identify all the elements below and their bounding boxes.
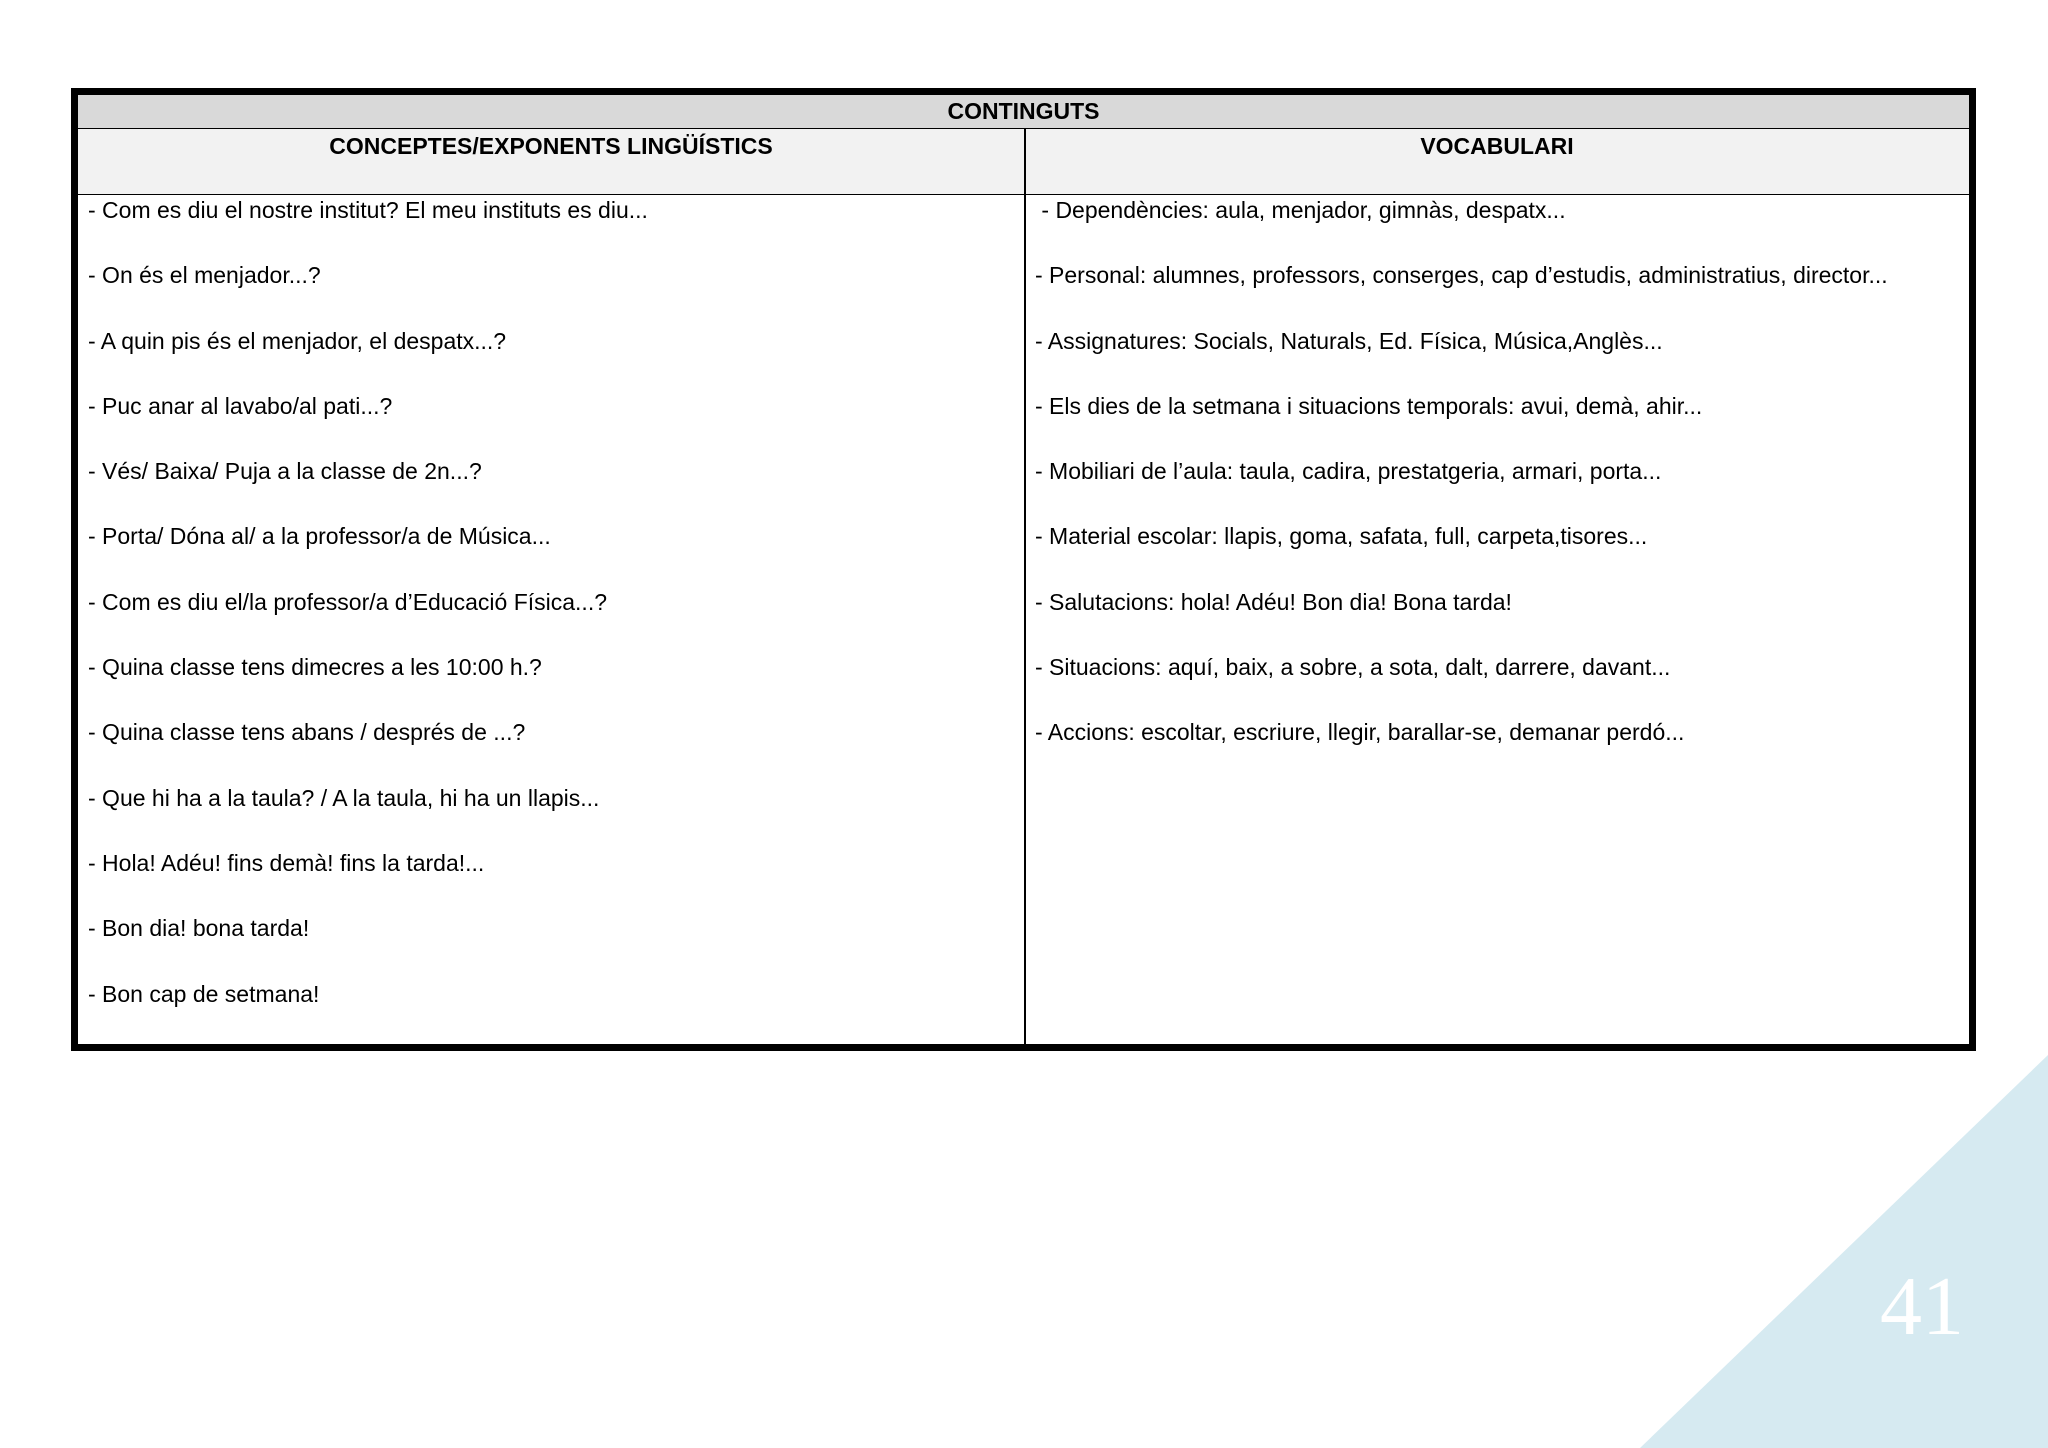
concepts-list (88, 195, 1018, 1044)
list-item: - Bon cap de setmana! (88, 980, 320, 1007)
list-item: - On és el menjador...? (88, 262, 321, 289)
list-item: - Situacions: aquí, baix, a sobre, a sota, dalt, darrere, davant... (1035, 654, 1671, 681)
list-item: - Assignatures: Socials, Naturals, Ed. Física, Música,Anglès... (1035, 327, 1663, 354)
list-item: - Salutacions: hola! Adéu! Bon dia! Bona tarda! (1035, 588, 1512, 615)
list-item: - A quin pis és el menjador, el despatx...? (88, 327, 507, 354)
list-item: - Que hi ha a la taula? / A la taula, hi ha un llapis... (88, 784, 600, 811)
list-item: - Personal: alumnes, professors, conserges, cap d’estudis, administratius, director... (1035, 262, 1888, 289)
list-item: - Com es diu el/la professor/a d’Educació Física...? (88, 588, 608, 615)
contents-table (71, 88, 1976, 1051)
table-title: CONTINGUTS (78, 95, 1969, 129)
header-vocabulary: VOCABULARI (1420, 133, 1574, 159)
vocabulary-list (1035, 195, 1965, 783)
list-item: - Quina classe tens abans / després de ...? (88, 719, 526, 746)
list-item: - Vés/ Baixa/ Puja a la classe de 2n...? (88, 458, 482, 485)
page-number: 41 (1880, 1260, 1964, 1353)
list-item: - Dependències: aula, menjador, gimnàs, despatx... (1035, 197, 1566, 223)
column-divider (1024, 129, 1026, 1044)
list-item: - Hola! Adéu! fins demà! fins la tarda!... (88, 849, 485, 876)
list-item: - Mobiliari de l’aula: taula, cadira, prestatgeria, armari, porta... (1035, 458, 1662, 485)
list-item: - Puc anar al lavabo/al pati...? (88, 392, 393, 419)
list-item: - Quina classe tens dimecres a les 10:00 h.? (88, 654, 542, 681)
list-item: - Com es diu el nostre institut? El meu instituts es diu... (88, 197, 648, 223)
list-item: - Els dies de la setmana i situacions temporals: avui, demà, ahir... (1035, 392, 1703, 419)
list-item: - Bon dia! bona tarda! (88, 915, 310, 942)
list-item: - Accions: escoltar, escriure, llegir, barallar-se, demanar perdó... (1035, 719, 1685, 746)
list-item: - Material escolar: llapis, goma, safata, full, carpeta,tisores... (1035, 523, 1648, 550)
corner-triangle (1640, 1055, 2048, 1448)
list-item: - Porta/ Dóna al/ a la professor/a de Música... (88, 523, 551, 550)
header-concepts: CONCEPTES/EXPONENTS LINGÜÍSTICS (329, 133, 773, 159)
